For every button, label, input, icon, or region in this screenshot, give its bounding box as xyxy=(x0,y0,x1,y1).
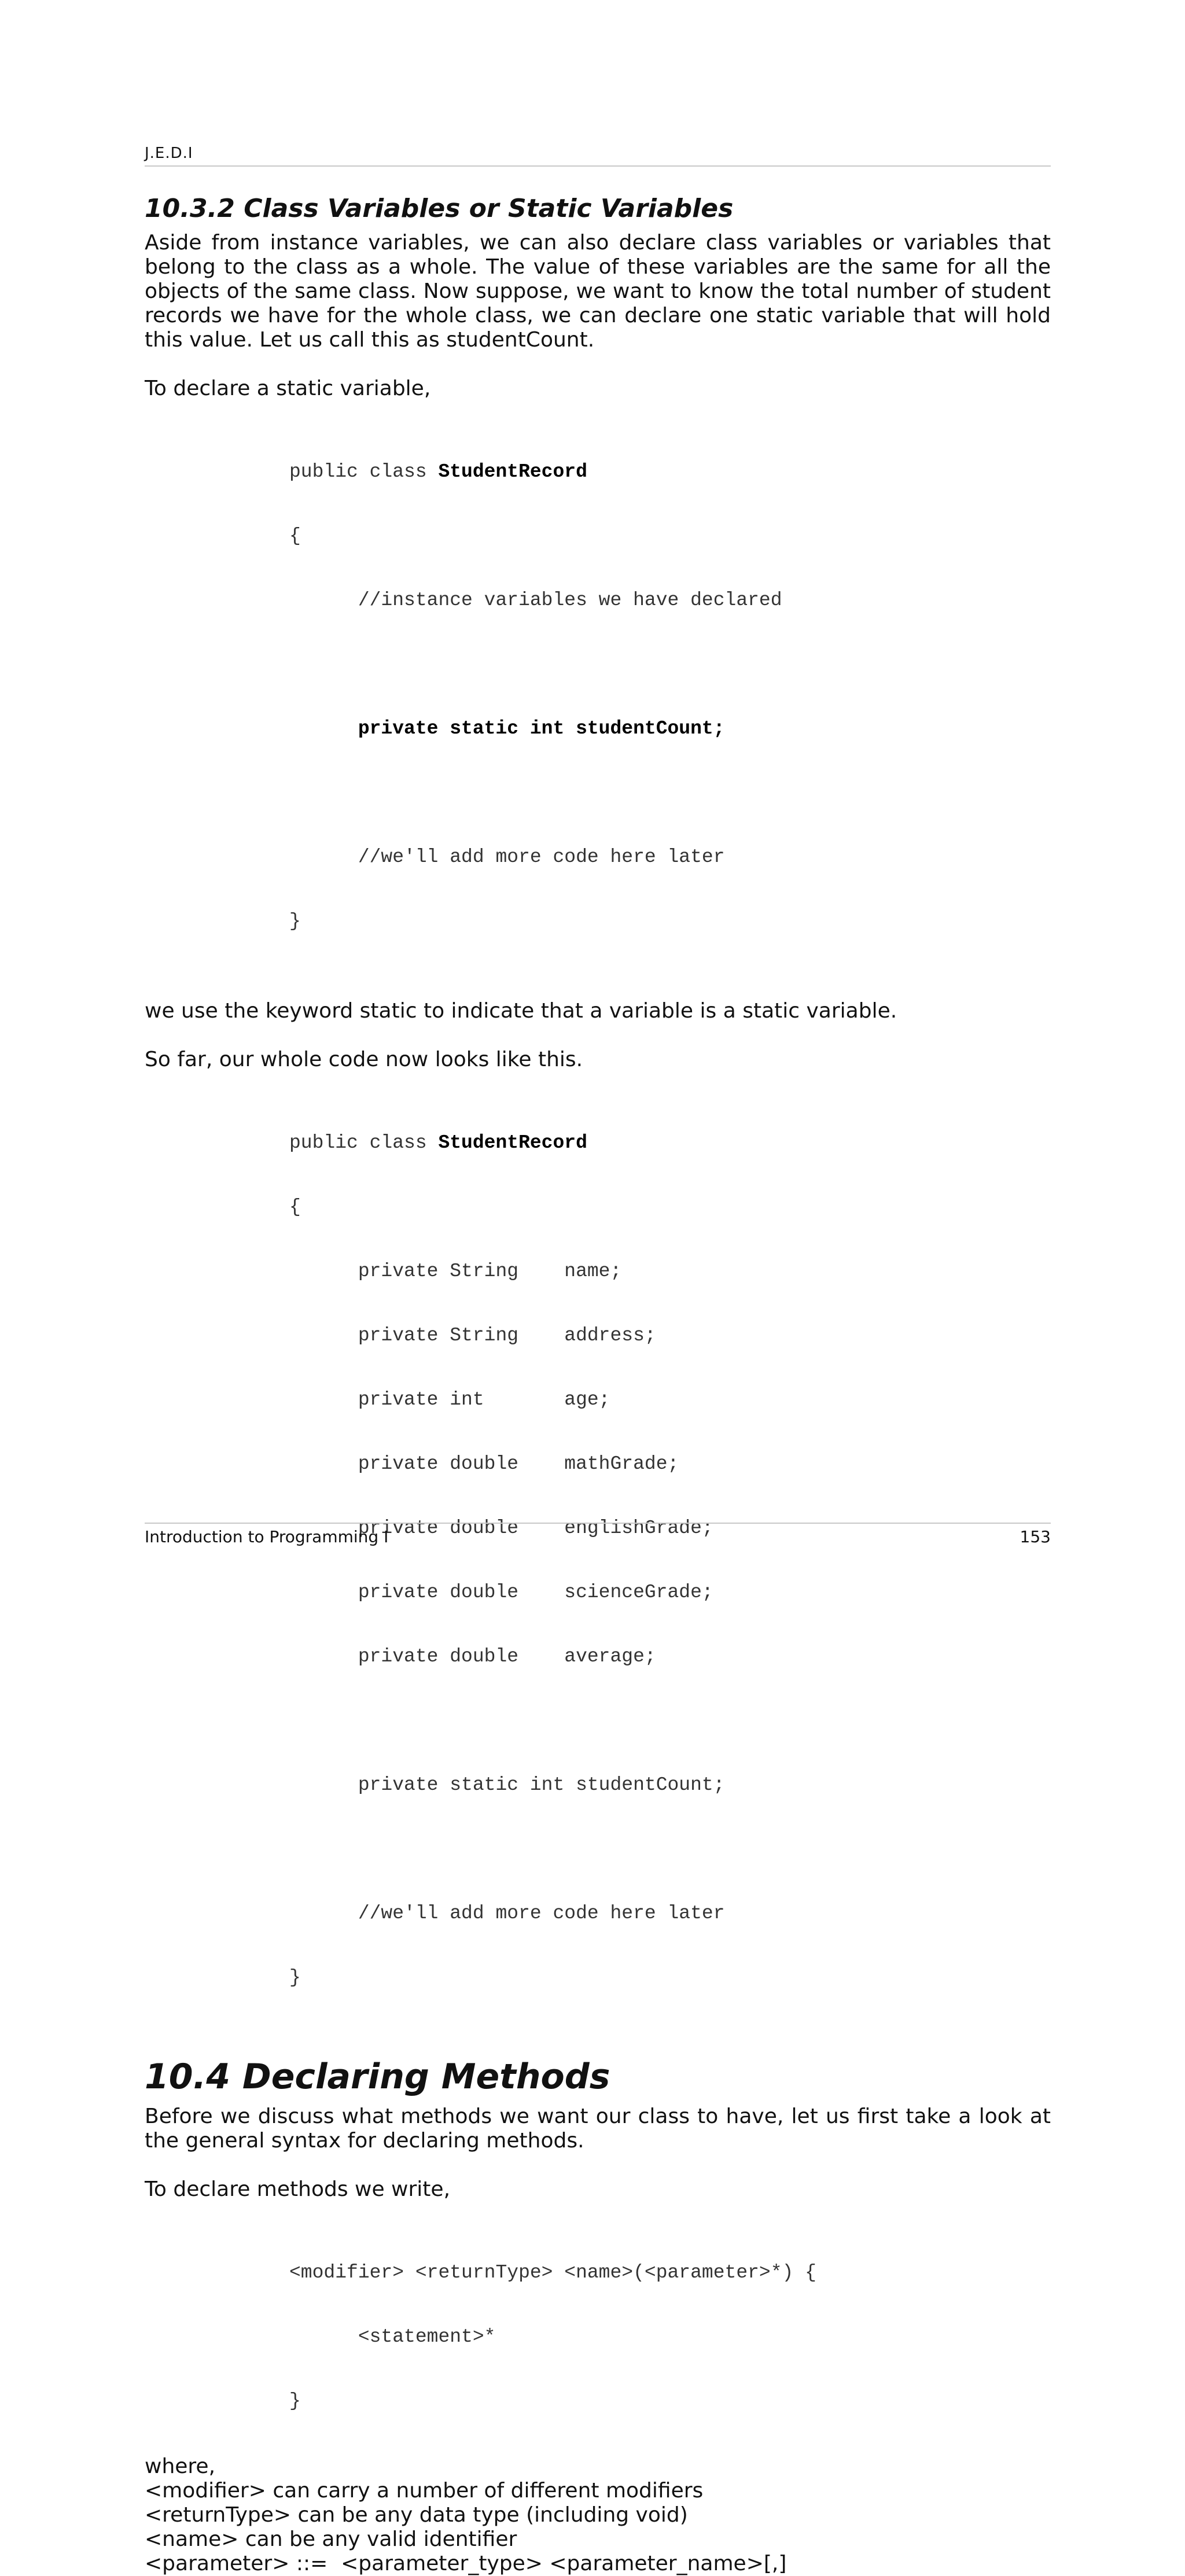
code-line: private static int studentCount; xyxy=(289,1774,725,1796)
code-line: { xyxy=(289,525,301,547)
code-line: private double scienceGrade; xyxy=(289,1582,713,1604)
paragraph-declare-methods: To declare methods we write, xyxy=(145,2177,451,2202)
code-line: private double englishGrade; xyxy=(289,1517,713,1539)
section-title-10-3-2: 10.3.2 Class Variables or Static Variables xyxy=(145,194,734,223)
paragraph-methods-intro: Before we discuss what methods we want our class to have, let us first take a look at the general syntax for declaring methods. xyxy=(145,2105,1051,2153)
section-title-10-4: 10.4 Declaring Methods xyxy=(145,2057,610,2098)
paragraph-keyword-static: we use the keyword static to indicate that a variable is a static variable. xyxy=(145,999,897,1023)
header-text: J.E.D.I xyxy=(145,145,193,162)
paragraph-whole-code: So far, our whole code now looks like this. xyxy=(145,1048,583,1072)
page-content xyxy=(145,192,1051,2576)
code-line: //instance variables we have declared xyxy=(289,589,782,611)
code-line: { xyxy=(289,1196,301,1218)
where-label: where, xyxy=(145,2455,216,2479)
code-line: public class StudentRecord xyxy=(289,1132,587,1154)
code-line: } xyxy=(289,1967,301,1989)
code-line: //we'll add more code here later xyxy=(289,1903,725,1925)
code-blank-line xyxy=(289,1838,1051,1860)
code-line: private double mathGrade; xyxy=(289,1453,679,1475)
code-block-method-syntax xyxy=(289,2219,1051,2455)
where-item: <returnType> can be any data type (including void) xyxy=(145,2503,688,2527)
page-footer xyxy=(145,1523,1051,1546)
code-line: <modifier> <returnType> <name>(<parameter>*) { xyxy=(289,2262,816,2284)
code-line: } xyxy=(289,911,301,933)
code-blank-line xyxy=(289,1710,1051,1731)
where-definitions xyxy=(145,2455,1051,2576)
code-line: private String address; xyxy=(289,1325,656,1347)
page-header xyxy=(145,145,1051,167)
code-line: private String name; xyxy=(289,1261,622,1283)
where-item: <parameter> ::= <parameter_type> <parameter_name>[,] xyxy=(145,2552,787,2576)
footer-title: Introduction to Programming I xyxy=(145,1527,389,1546)
code-line: private double average; xyxy=(289,1646,656,1668)
code-line: } xyxy=(289,2390,301,2412)
code-line: private int age; xyxy=(289,1389,610,1411)
page-number: 153 xyxy=(1020,1527,1051,1546)
code-blank-line xyxy=(289,654,1051,675)
where-item: <modifier> can carry a number of different modifiers xyxy=(145,2479,704,2503)
paragraph-declare-static: To declare a static variable, xyxy=(145,377,431,401)
paragraph-class-variables: Aside from instance variables, we can also declare class variables or variables that belong to the class as a whole. The value of these variables are the same for all the objects of the same class. Now suppose, we want to know the total number of student records we have for the whole class, we can declare one static variable that will hold this value. Let us call this as studentCount. xyxy=(145,231,1051,352)
code-blank-line xyxy=(289,782,1051,804)
code-line-bold: private static int studentCount; xyxy=(289,718,725,740)
code-line: <statement>* xyxy=(289,2326,496,2348)
code-block-student-record xyxy=(289,1089,1051,2031)
code-line: //we'll add more code here later xyxy=(289,846,725,868)
code-line: public class StudentRecord xyxy=(289,461,587,483)
code-block-static-variable xyxy=(289,418,1051,975)
where-item: <name> can be any valid identifier xyxy=(145,2527,517,2552)
